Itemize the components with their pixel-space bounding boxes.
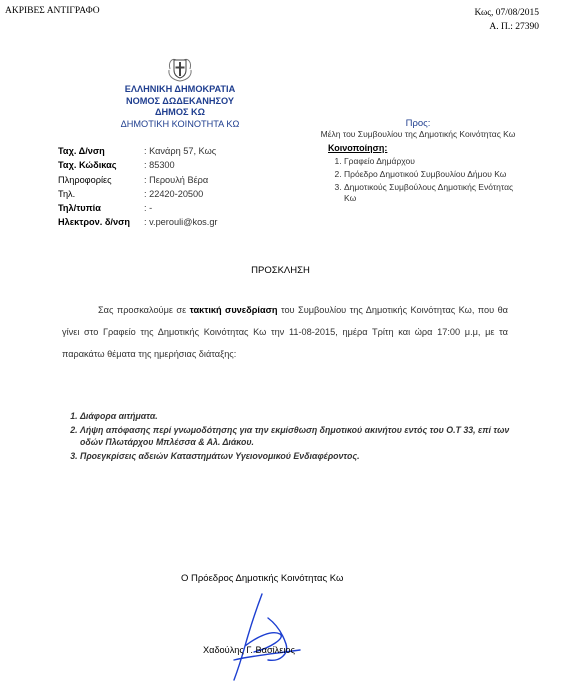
contact-value: : Περουλή Βέρα — [144, 174, 209, 185]
cc-item: 1. Γραφείο Δημάρχου — [344, 156, 518, 167]
cc-item: 2. Πρόεδρο Δημοτικού Συμβουλίου Δήμου Κω — [344, 169, 518, 180]
cc-list — [318, 156, 518, 204]
contact-label: Τηλ/τυπία — [58, 203, 101, 214]
greek-coat-of-arms-icon — [166, 56, 194, 82]
cc-item: 3. Δημοτικούς Συμβούλους Δημοτικής Ενότητας Κω — [344, 182, 518, 204]
contact-value: : 85300 — [144, 160, 175, 171]
contact-label: Ταχ. Κώδικας — [58, 160, 117, 171]
recipients-title: Προς: — [405, 118, 431, 129]
signatory-name: Χαδούλης Γ. Βασίλειος — [203, 645, 295, 655]
protocol-number: Α. Π.: 27390 — [489, 22, 539, 32]
agenda-item: 3. Προεγκρίσεις αδειών Καταστημάτων Υγειονομικού Ενδιαφέροντος. — [80, 450, 522, 462]
agenda-item: 1. Διάφορα αιτήματα. — [80, 410, 522, 422]
recipients-block — [318, 118, 518, 206]
agenda — [60, 410, 522, 464]
invitation-text-start: Σας προσκαλούμε σε — [98, 305, 190, 315]
contact-value: : 22420-20500 — [144, 188, 204, 199]
invitation-meeting-type: τακτική συνεδρίαση — [189, 305, 278, 315]
authority-line-prefecture: ΝΟΜΟΣ ΔΩΔΕΚΑΝΗΣΟΥ — [125, 95, 235, 106]
certified-copy-label: ΑΚΡΙΒΕΣ ΑΝΤΙΓΡΑΦΟ — [5, 6, 100, 16]
authority-line-republic: ΕΛΛΗΝΙΚΗ ΔΗΜΟΚΡΑΤΙΑ — [124, 84, 236, 94]
contact-value: : - — [144, 203, 153, 214]
invitation-text-rest: του Συμβουλίου της Δημοτικής Κοινότητας Κω, που θα γίνει στο Γραφείο της Δημοτικής Κοινότητας Κω την 11-08-2015, ημέρα Τρίτη και ώρα 17:00 μ.μ, με τα παρακάτω θέματα της ημερήσιας διάταξης: — [62, 305, 508, 359]
contact-label: Ταχ. Δ/νση — [58, 146, 105, 156]
recipients-to: Μέλη του Συμβουλίου της Δημοτικής Κοινότητας Κω — [320, 129, 516, 139]
place-date: Κως, 07/08/2015 — [474, 8, 539, 18]
contact-value: : Κανάρη 57, Κως — [144, 146, 217, 156]
document-date-protocol — [474, 6, 539, 34]
contact-label: Πληροφορίες — [58, 174, 112, 185]
signatory-title: Ο Πρόεδρος Δημοτικής Κοινότητας Κω — [181, 573, 344, 584]
cc-label: Κοινοποίηση: — [328, 143, 388, 153]
contact-label: Ηλεκτρον. δ/νση — [58, 217, 130, 228]
invitation-heading: ΠΡΟΣΚΛΗΣΗ — [251, 265, 310, 276]
issuing-authority — [56, 84, 304, 130]
handwritten-signature — [210, 590, 320, 683]
invitation-body — [62, 299, 508, 365]
agenda-item: 2. Λήψη απόφασης περί γνωμοδότησης για την εκμίσθωση δημοτικού ακινήτου εντός του Ο.Τ 33, επί των οδών Πλωτάρχου Μπλέσσα & Αλ. Διάκου. — [80, 424, 522, 448]
authority-line-municipality: ΔΗΜΟΣ ΚΩ — [154, 107, 206, 117]
contact-label: Τηλ. — [58, 188, 76, 199]
authority-line-community: ΔΗΜΟΤΙΚΗ ΚΟΙΝΟΤΗΤΑ ΚΩ — [120, 118, 240, 129]
contact-value: : v.perouli@kos.gr — [144, 217, 218, 228]
agenda-list — [60, 410, 522, 462]
